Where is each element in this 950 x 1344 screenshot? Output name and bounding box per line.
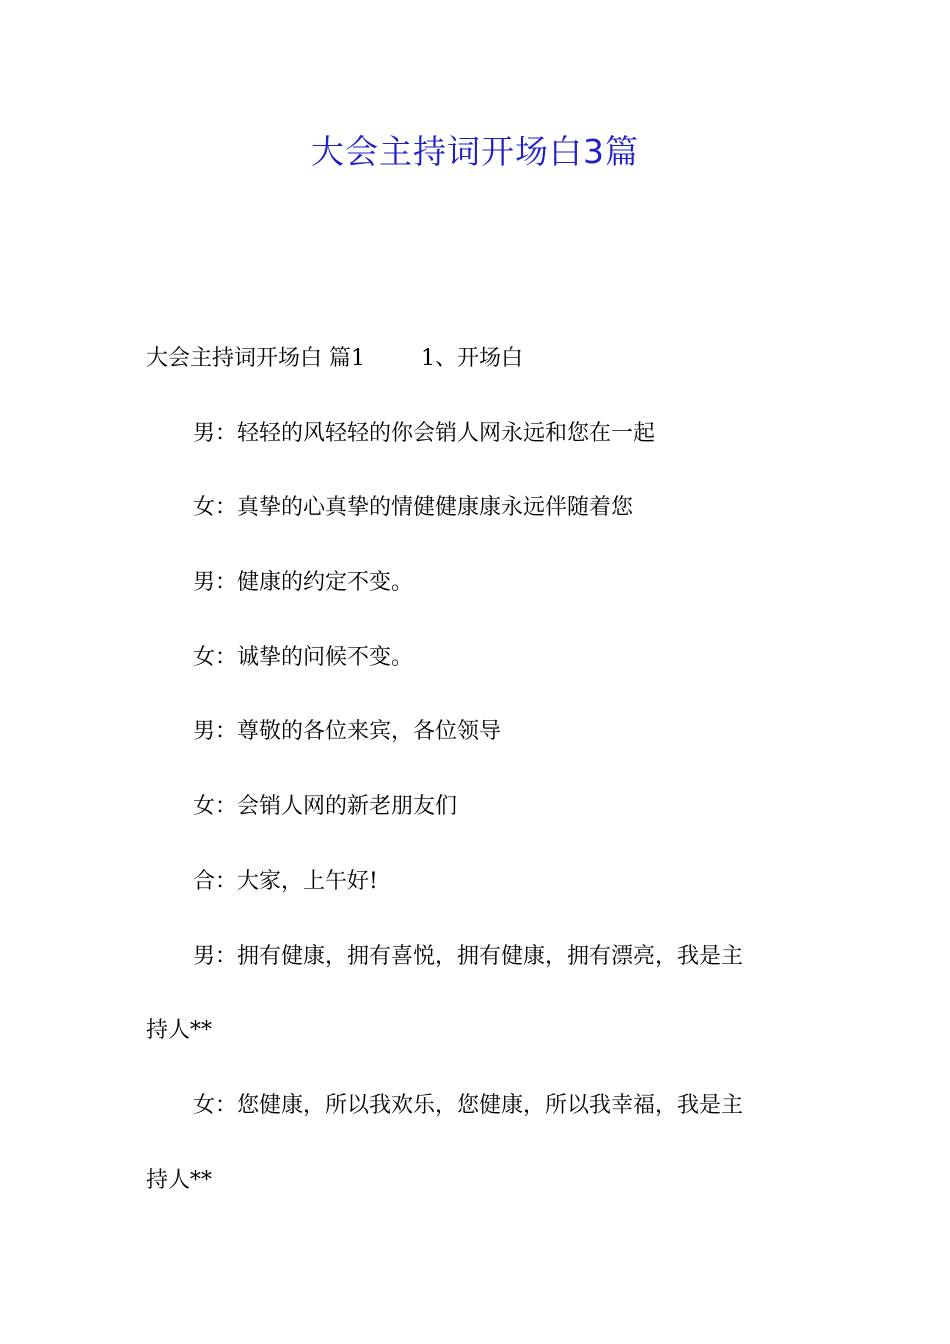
dialogue-line: 女：您健康，所以我欢乐，您健康，所以我幸福，我是主 <box>193 1093 744 1118</box>
dialogue-line-continuation: 持人** <box>146 1018 213 1043</box>
dialogue-line: 女：诚挚的问候不变。 <box>193 645 414 670</box>
dialogue-line: 女：真挚的心真挚的情健健康康永远伴随着您 <box>193 495 634 520</box>
dialogue-line: 男：健康的约定不变。 <box>193 570 414 595</box>
dialogue-line: 女：会销人网的新老朋友们 <box>193 794 458 819</box>
dialogue-line: 男：尊敬的各位来宾，各位领导 <box>193 719 502 744</box>
section-heading-item: 1、开场白 <box>421 346 523 371</box>
dialogue-line-continuation: 持人** <box>146 1168 213 1193</box>
document-title: 大会主持词开场白3篇 <box>311 132 639 171</box>
section-heading <box>146 343 816 375</box>
dialogue-line: 男：轻轻的风轻轻的你会销人网永远和您在一起 <box>193 421 656 446</box>
section-heading-label: 大会主持词开场白 篇1 <box>146 346 365 371</box>
dialogue-line: 男：拥有健康，拥有喜悦，拥有健康，拥有漂亮，我是主 <box>193 944 744 969</box>
dialogue-line: 合：大家，上午好! <box>193 869 378 894</box>
